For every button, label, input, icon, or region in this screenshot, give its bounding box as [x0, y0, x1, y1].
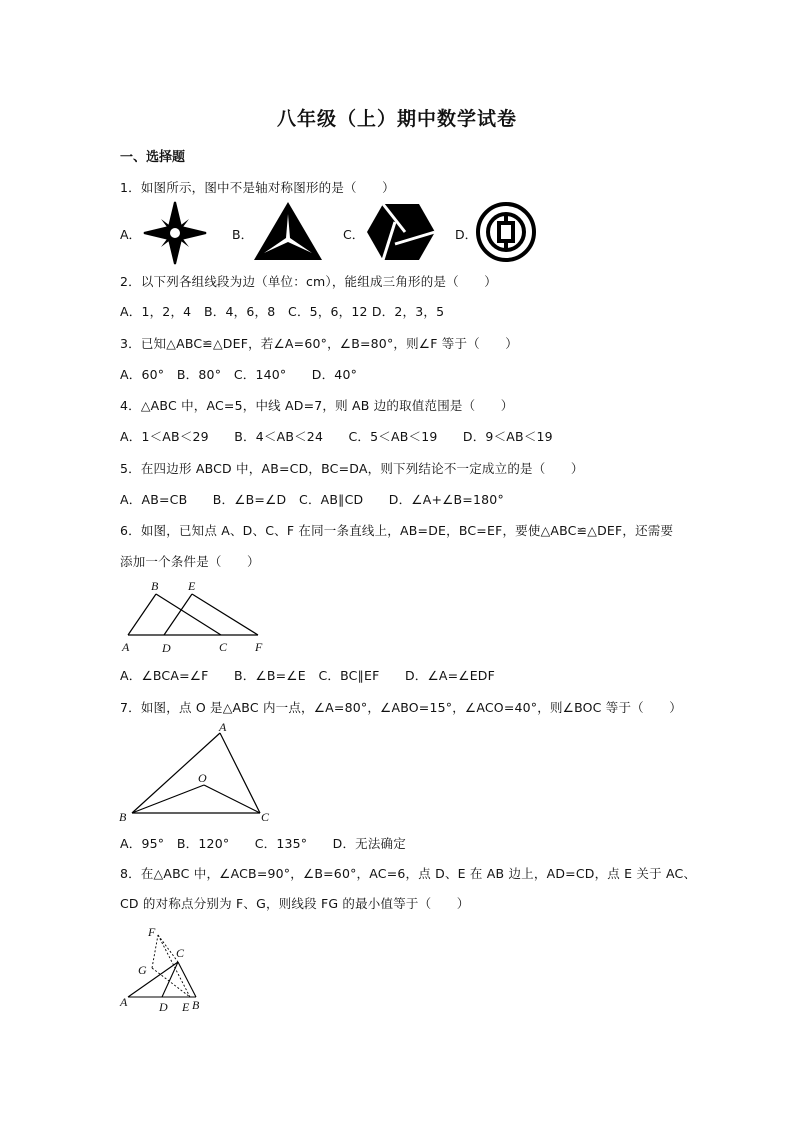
q7-label-c: C	[261, 810, 270, 824]
q1-figure-b	[252, 200, 324, 262]
q5-options: A．AB=CB B．∠B=∠D C．AB∥CD D．∠A+∠B=180°	[120, 492, 504, 507]
q7-options: A．95° B．120° C．135° D．无法确定	[120, 836, 406, 851]
q2-options: A．1，2，4 B．4，6，8 C．5，6，12 D．2，3，5	[120, 304, 445, 319]
q6-options: A．∠BCA=∠F B．∠B=∠E C．BC∥EF D．∠A=∠EDF	[120, 668, 496, 683]
q7-figure	[116, 718, 276, 826]
q5-stem: 5．在四边形 ABCD 中，AB=CD，BC=DA，则下列结论不一定成立的是（ ）	[120, 461, 584, 476]
q6-label-a: A	[122, 640, 130, 654]
q1-stem: 1．如图所示，图中不是轴对称图形的是（ ）	[120, 180, 395, 195]
q3-options: A．60° B．80° C．140° D．40°	[120, 367, 358, 382]
q8-stem-line1: 8．在△ABC 中，∠ACB=90°，∠B=60°，AC=6，点 D、E 在 AB 边上，AD=CD，点 E 关于 AC、	[120, 866, 697, 881]
q6-label-e: E	[188, 579, 196, 593]
q1-label-b: B．	[232, 227, 254, 242]
q2-stem: 2．以下列各组线段为边（单位：cm），能组成三角形的是（ ）	[120, 274, 497, 289]
q6-label-c: C	[219, 640, 228, 654]
q6-label-d: D	[162, 641, 171, 655]
q1-label-d: D．	[455, 227, 478, 242]
q7-label-b: B	[119, 810, 127, 824]
q7-label-a: A	[219, 720, 227, 734]
q6-label-f: F	[255, 640, 263, 654]
q8-figure	[118, 922, 210, 1014]
q3-stem: 3．已知△ABC≌△DEF，若∠A=60°，∠B=80°，则∠F 等于（ ）	[120, 336, 518, 351]
q1-label-c: C．	[343, 227, 365, 242]
q8-stem-line2: CD 的对称点分别为 F、G，则线段 FG 的最小值等于（ ）	[120, 896, 470, 911]
q6-figure	[118, 574, 270, 656]
q8-label-c: C	[176, 946, 185, 960]
q7-stem: 7．如图，点 O 是△ABC 内一点，∠A=80°，∠ABO=15°，∠ACO=40°，则∠BOC 等于（ ）	[120, 700, 682, 715]
q1-figure-a	[140, 200, 210, 266]
q7-label-o: O	[198, 771, 207, 785]
q1-figure-d	[474, 200, 538, 264]
page-title: 八年级（上）期中数学试卷	[276, 108, 517, 130]
q4-stem: 4．△ABC 中，AC=5，中线 AD=7，则 AB 边的取值范围是（ ）	[120, 398, 514, 413]
q6-stem-line1: 6．如图，已知点 A、D、C、F 在同一条直线上，AB=DE，BC=EF，要使△ABC≌△DEF，还需要	[120, 523, 674, 538]
q1-label-a: A．	[120, 227, 142, 242]
q8-label-a: A	[120, 995, 128, 1009]
section-heading: 一、选择题	[120, 150, 186, 165]
q8-label-d: D	[159, 1000, 168, 1014]
q8-label-f: F	[148, 925, 156, 939]
q8-label-b: B	[192, 998, 200, 1012]
q4-options: A．1＜AB＜29 B．4＜AB＜24 C．5＜AB＜19 D．9＜AB＜19	[120, 429, 553, 444]
q6-label-b: B	[151, 579, 159, 593]
q8-label-e: E	[182, 1000, 190, 1014]
q6-stem-line2: 添加一个条件是（ ）	[120, 554, 260, 569]
q1-figure-c	[365, 202, 437, 262]
q8-label-g: G	[138, 963, 147, 977]
